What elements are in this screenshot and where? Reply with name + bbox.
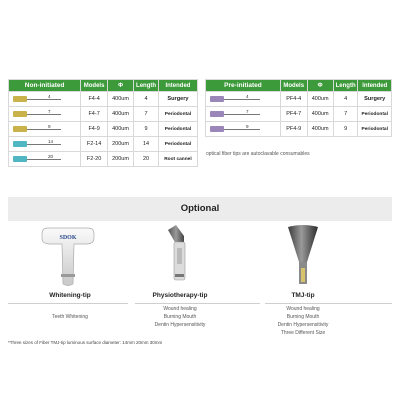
autoclave-note: optical fiber tips are autoclavable consumables bbox=[206, 151, 310, 157]
fiber-tip-cell bbox=[206, 122, 281, 137]
fiber-length-label: 4 bbox=[246, 94, 249, 99]
optional-banner bbox=[8, 197, 392, 221]
table-header-row bbox=[206, 80, 392, 92]
table-row bbox=[9, 107, 198, 122]
column-header: Models bbox=[280, 80, 307, 92]
fiber-tip-connector-icon bbox=[13, 96, 27, 102]
diameter-cell: 400um bbox=[307, 122, 333, 137]
fiber-length-label: 20 bbox=[48, 154, 54, 159]
physiotherapy-tip-name: Physiotherapy-tip bbox=[152, 292, 208, 299]
column-header: Non-initiated bbox=[9, 80, 81, 92]
fiber-tip-cell bbox=[9, 122, 81, 137]
fiber-length-label: 7 bbox=[246, 109, 249, 114]
length-cell: 20 bbox=[134, 152, 159, 167]
intended-cell: Periodontal bbox=[358, 107, 392, 122]
fiber-tip-connector-icon bbox=[13, 126, 27, 132]
diameter-cell: 400um bbox=[307, 107, 333, 122]
fiber-tip-cell bbox=[9, 107, 81, 122]
intended-cell: Surgery bbox=[358, 92, 392, 107]
model-cell: F4-4 bbox=[81, 92, 108, 107]
pre-initiated-table bbox=[205, 79, 392, 137]
fiber-tip-cell bbox=[206, 107, 281, 122]
fiber-tip-connector-icon bbox=[210, 111, 224, 117]
fiber-line bbox=[27, 159, 61, 160]
tip-feature: Dentin Hypersensitivity bbox=[154, 322, 206, 328]
tip-feature: Wound healing bbox=[286, 306, 320, 312]
column-header: Length bbox=[333, 80, 358, 92]
whitening-brand-logo: SDOK bbox=[59, 235, 77, 241]
tip-feature: Three Different Size bbox=[280, 330, 326, 336]
table-row bbox=[9, 92, 198, 107]
fiber-tip-cell bbox=[9, 137, 81, 152]
column-header: Pre-initiated bbox=[206, 80, 281, 92]
fiber-tip-cell bbox=[9, 152, 81, 167]
fiber-line bbox=[27, 114, 61, 115]
fiber-tip-connector-icon bbox=[13, 141, 27, 147]
tip-feature: Burning Mouth bbox=[286, 314, 320, 320]
tip-feature: Wound healing bbox=[163, 306, 197, 312]
length-cell: 7 bbox=[134, 107, 159, 122]
fiber-line bbox=[224, 99, 260, 100]
footnote: *Three sizes of Fiber TMJ-tip luminous surface diameter: 14mm 20mm 30mm bbox=[8, 340, 163, 345]
model-cell: F4-9 bbox=[81, 122, 108, 137]
model-cell: PF4-4 bbox=[280, 92, 307, 107]
fiber-line bbox=[224, 114, 260, 115]
column-header: Models bbox=[81, 80, 108, 92]
column-header: Φ bbox=[107, 80, 133, 92]
table-row bbox=[9, 122, 198, 137]
physiotherapy-tip-image bbox=[160, 222, 200, 290]
whitening-tip-name: Whitening-tip bbox=[49, 292, 91, 299]
length-cell: 4 bbox=[333, 92, 358, 107]
tmj-tip-desc bbox=[253, 305, 353, 337]
intended-cell: Root cannel bbox=[158, 152, 197, 167]
intended-cell: Periodontal bbox=[158, 107, 197, 122]
length-cell: 9 bbox=[134, 122, 159, 137]
tip-feature: Dentin Hypersensitivity bbox=[277, 322, 329, 328]
table-row bbox=[9, 137, 198, 152]
fiber-tip-connector-icon bbox=[13, 111, 27, 117]
whitening-tip-image bbox=[38, 226, 98, 288]
tip-feature: Teeth Whitening bbox=[52, 314, 88, 320]
fiber-tip-connector-icon bbox=[210, 126, 224, 132]
divider bbox=[265, 303, 392, 304]
fiber-length-label: 9 bbox=[48, 124, 51, 129]
diameter-cell: 400um bbox=[107, 92, 133, 107]
column-header: Intended bbox=[358, 80, 392, 92]
table-row bbox=[9, 152, 198, 167]
length-cell: 4 bbox=[134, 92, 159, 107]
model-cell: F4-7 bbox=[81, 107, 108, 122]
diameter-cell: 400um bbox=[107, 107, 133, 122]
fiber-length-label: 7 bbox=[48, 109, 51, 114]
tmj-tip-image bbox=[283, 224, 323, 290]
intended-cell: Periodontal bbox=[158, 137, 197, 152]
divider bbox=[135, 303, 260, 304]
fiber-tip-connector-icon bbox=[13, 156, 27, 162]
whitening-tip-desc bbox=[20, 313, 120, 321]
model-cell: PF4-9 bbox=[280, 122, 307, 137]
table-row bbox=[206, 107, 392, 122]
tmj-tip-name: TMJ-tip bbox=[291, 292, 315, 299]
intended-cell: Periodontal bbox=[158, 122, 197, 137]
model-cell: F2-20 bbox=[81, 152, 108, 167]
fiber-length-label: 14 bbox=[48, 139, 54, 144]
fiber-line bbox=[27, 129, 61, 130]
model-cell: PF4-7 bbox=[280, 107, 307, 122]
diameter-cell: 200um bbox=[107, 152, 133, 167]
fiber-line bbox=[27, 99, 61, 100]
intended-cell: Periodontal bbox=[358, 122, 392, 137]
intended-cell: Surgery bbox=[158, 92, 197, 107]
length-cell: 7 bbox=[333, 107, 358, 122]
fiber-line bbox=[27, 144, 61, 145]
table-row bbox=[206, 92, 392, 107]
fiber-length-label: 4 bbox=[48, 94, 51, 99]
column-header: Length bbox=[134, 80, 159, 92]
table-header-row bbox=[9, 80, 198, 92]
length-cell: 14 bbox=[134, 137, 159, 152]
diameter-cell: 200um bbox=[107, 137, 133, 152]
model-cell: F2-14 bbox=[81, 137, 108, 152]
diameter-cell: 400um bbox=[107, 122, 133, 137]
non-initiated-table bbox=[8, 79, 198, 167]
diameter-cell: 400um bbox=[307, 92, 333, 107]
divider bbox=[8, 303, 128, 304]
fiber-line bbox=[224, 129, 260, 130]
fiber-length-label: 9 bbox=[246, 124, 249, 129]
fiber-tip-cell bbox=[206, 92, 281, 107]
physiotherapy-tip-desc bbox=[130, 305, 230, 329]
tip-feature: Burning Mouth bbox=[163, 314, 197, 320]
fiber-tip-connector-icon bbox=[210, 96, 224, 102]
column-header: Φ bbox=[307, 80, 333, 92]
fiber-tip-cell bbox=[9, 92, 81, 107]
length-cell: 9 bbox=[333, 122, 358, 137]
column-header: Intended bbox=[158, 80, 197, 92]
table-row bbox=[206, 122, 392, 137]
optional-title: Optional bbox=[180, 203, 220, 214]
